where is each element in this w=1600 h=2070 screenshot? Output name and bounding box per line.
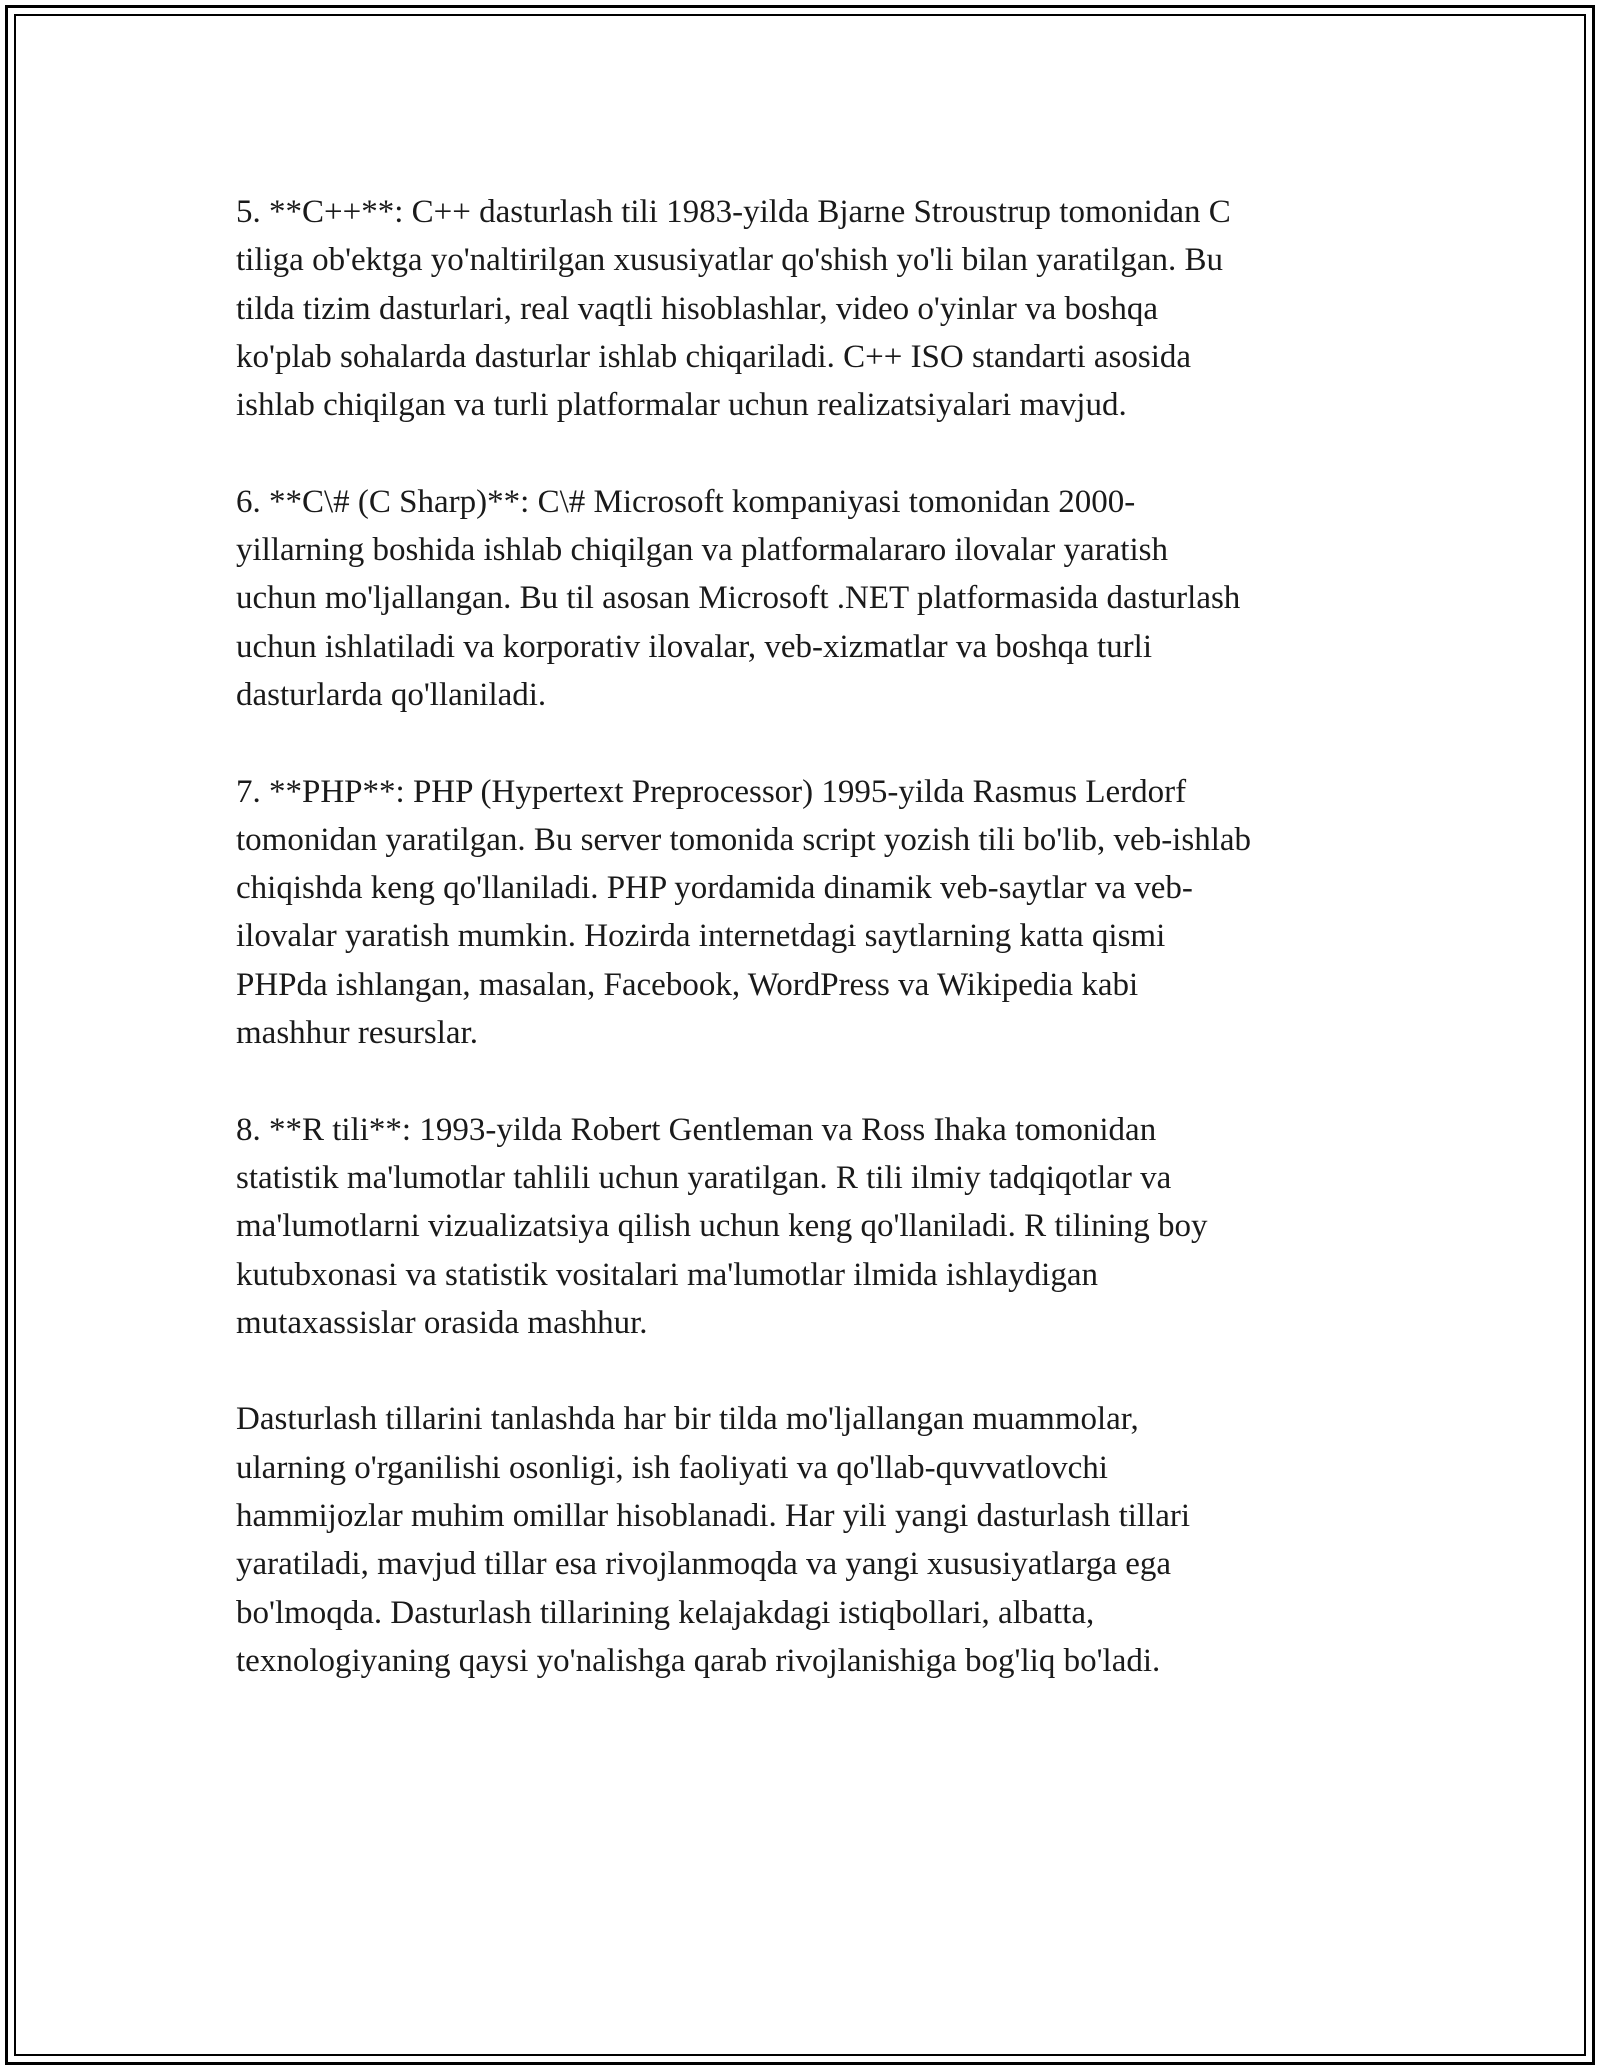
text-line: yaratiladi, mavjud tillar esa rivojlanmoqda va yangi xususiyatlarga ega — [236, 1546, 1172, 1583]
document-body — [236, 188, 1376, 1734]
text-line: kutubxonasi va statistik vositalari ma'lumotlar ilmida ishlaydigan — [236, 1256, 1098, 1293]
text-line: uchun ishlatiladi va korporativ ilovalar, veb-xizmatlar va boshqa turli — [236, 628, 1152, 665]
paragraph-r — [236, 1106, 1376, 1347]
text-line: hammijozlar muhim omillar hisoblanadi. Har yili yangi dasturlash tillari — [236, 1498, 1191, 1535]
text-line: 5. **C++**: C++ dasturlash tili 1983-yilda Bjarne Stroustrup tomonidan C — [236, 194, 1231, 230]
text-line: 6. **C\# (C Sharp)**: C\# Microsoft kompaniyasi tomonidan 2000- — [236, 483, 1136, 520]
text-line: 8. **R tili**: 1993-yilda Robert Gentleman va Ross Ihaka tomonidan — [236, 1111, 1157, 1148]
text-line: tomonidan yaratilgan. Bu server tomonida script yozish tili bo'lib, veb-ishlab — [236, 821, 1252, 858]
text-line: texnologiyaning qaysi yo'nalishga qarab rivojlanishiga bog'liq bo'ladi. — [236, 1642, 1161, 1679]
text-line: ishlab chiqilgan va turli platformalar uchun realizatsiyalari mavjud. — [236, 387, 1127, 424]
text-line: yillarning boshida ishlab chiqilgan va platformalararo ilovalar yaratish — [236, 532, 1168, 569]
text-line: mutaxassislar orasida mashhur. — [236, 1304, 648, 1341]
text-line: 7. **PHP**: PHP (Hypertext Preprocessor) 1995-yilda Rasmus Lerdorf — [236, 773, 1187, 810]
text-line: dasturlarda qo'llaniladi. — [236, 676, 547, 713]
text-line: ko'plab sohalarda dasturlar ishlab chiqariladi. C++ ISO standarti asosida — [236, 338, 1192, 375]
text-line: ularning o'rganilishi osonligi, ish faoliyati va qo'llab-quvvatlovchi — [236, 1449, 1108, 1486]
paragraph-csharp — [236, 478, 1376, 719]
text-line: tilda tizim dasturlari, real vaqtli hisoblashlar, video o'yinlar va boshqa — [236, 290, 1158, 327]
text-line: ma'lumotlarni vizualizatsiya qilish uchun keng qo'llaniladi. R tilining boy — [236, 1208, 1208, 1245]
text-line: mashhur resurslar. — [236, 1015, 478, 1052]
paragraph-php — [236, 768, 1376, 1058]
text-line: PHPda ishlangan, masalan, Facebook, WordPress va Wikipedia kabi — [236, 966, 1139, 1003]
text-line: Dasturlash tillarini tanlashda har bir tilda mo'ljallangan muammolar, — [236, 1401, 1139, 1438]
paragraph-conclusion — [236, 1395, 1376, 1685]
text-line: ilovalar yaratish mumkin. Hozirda internetdagi saytlarning katta qismi — [236, 918, 1166, 955]
text-line: tiliga ob'ektga yo'naltirilgan xususiyatlar qo'shish yo'li bilan yaratilgan. Bu — [236, 242, 1224, 279]
text-line: chiqishda keng qo'llaniladi. PHP yordamida dinamik veb-saytlar va veb- — [236, 870, 1193, 907]
paragraph-cpp — [236, 188, 1376, 429]
text-line: bo'lmoqda. Dasturlash tillarining kelajakdagi istiqbollari, albatta, — [236, 1594, 1095, 1631]
text-line: statistik ma'lumotlar tahlili uchun yaratilgan. R tili ilmiy tadqiqotlar va — [236, 1159, 1172, 1196]
text-line: uchun mo'ljallangan. Bu til asosan Microsoft .NET platformasida dasturlash — [236, 580, 1241, 617]
